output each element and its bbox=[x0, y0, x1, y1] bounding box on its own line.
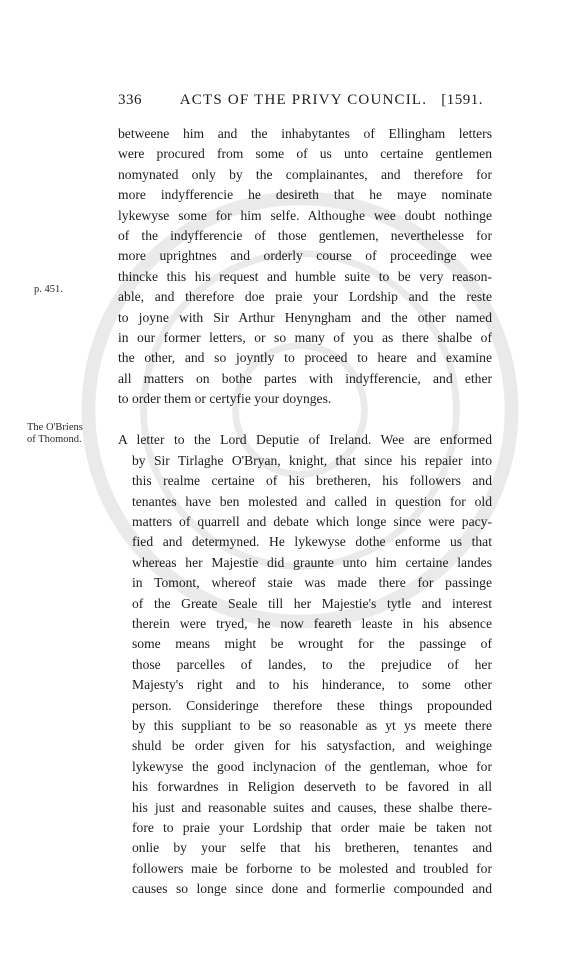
text-line: causes so longe since done and formerlie compounded and bbox=[132, 881, 492, 897]
text-line: followers maie be forborne to be molested and troubled for bbox=[132, 860, 492, 876]
text-line: lykewyse some for him selfe. Althoughe wee doubt nothinge bbox=[118, 207, 492, 223]
text-line: to joyne with Sir Arthur Henyngham and the other named bbox=[118, 309, 492, 325]
text-line: therein were tryed, he now feareth leaste in his absence bbox=[132, 615, 492, 631]
text-line: of the indyfferencie of those gentlemen, neverthelesse for bbox=[118, 227, 492, 243]
text-line: fore to praie your Lordship that order maie be taken not bbox=[132, 819, 492, 835]
text-line: onlie by your selfe that his bretheren, tenantes and bbox=[132, 840, 492, 856]
text-line: the other, and so joyntly to proceed to heare and examine bbox=[118, 350, 492, 366]
margin-heading-line: The O'Briens bbox=[27, 422, 83, 433]
text-line: shuld be order given for his satysfaction, and weighinge bbox=[132, 738, 492, 754]
text-line: able, and therefore doe praie your Lordship and the reste bbox=[118, 289, 492, 305]
text-line: matters of quarrell and debate which longe since were pacy- bbox=[132, 514, 492, 530]
text-line: those parcelles of landes, to the prejudice of her bbox=[132, 656, 492, 672]
running-title: ACTS OF THE PRIVY COUNCIL. bbox=[179, 92, 428, 108]
text-line: thincke this his request and humble suite to be very reason- bbox=[118, 268, 492, 284]
running-head bbox=[118, 92, 483, 112]
text-line: his just and reasonable suites and causes, these shalbe there- bbox=[132, 799, 492, 815]
text-line: person. Consideringe therefore these things propounded bbox=[132, 697, 492, 713]
text-line: by this suppliant to be so reasonable as yt ys meete there bbox=[132, 717, 492, 733]
margin-section-heading bbox=[27, 422, 83, 446]
running-year: [1591. bbox=[441, 92, 483, 108]
text-line: this realme certaine of his bretheren, his followers and bbox=[132, 473, 492, 489]
text-line: lykewyse the good inclynacion of the gentleman, whoe for bbox=[132, 758, 492, 774]
page-number: 336 bbox=[118, 92, 142, 108]
text-line: more indyfferencie he desireth that he maye nominate bbox=[118, 187, 492, 203]
text-line: A letter to the Lord Deputie of Ireland. Wee are enformed bbox=[118, 432, 492, 448]
text-line: tenantes have ben molested and called in question for old bbox=[132, 493, 492, 509]
text-line: betweene him and the inhabytantes of Ellingham letters bbox=[118, 126, 492, 141]
margin-page-reference bbox=[34, 284, 63, 296]
text-line: more uprightnes and orderly course of proceedinge wee bbox=[118, 248, 492, 264]
paragraph-letter-continuation bbox=[118, 124, 492, 409]
paragraph-letter-to-lord-deputie bbox=[118, 430, 492, 899]
text-line: whereas her Majestie did graunte unto him certaine landes bbox=[132, 554, 492, 570]
body-text bbox=[118, 124, 492, 899]
text-line: in Tomont, whereof staie was made there for passinge bbox=[132, 575, 492, 591]
text-line: his forwardnes in Religion deserveth to be favored in all bbox=[132, 779, 492, 795]
text-line: nomynated only by the complainantes, and therefore for bbox=[118, 166, 492, 182]
text-line: some means might be wrought for the passinge of bbox=[132, 636, 492, 652]
text-line: all matters on bothe partes with indyfferencie, and ether bbox=[118, 370, 492, 386]
text-line: of the Greate Seale till her Majestie's tytle and interest bbox=[132, 595, 492, 611]
text-line: by Sir Tirlaghe O'Bryan, knight, that since his repaier into bbox=[132, 452, 492, 468]
margin-page-ref-line: p. 451. bbox=[34, 284, 63, 295]
text-line: to order them or certyfie your doynges. bbox=[118, 391, 332, 407]
text-line: fied and determyned. He lykewyse dothe enforme us that bbox=[132, 534, 492, 550]
text-line: in our former letters, or so many of you as there shalbe of bbox=[118, 329, 492, 345]
text-line: Majesty's right and to his hinderance, to some other bbox=[132, 677, 492, 693]
text-line: were procured from some of us unto certaine gentlemen bbox=[118, 146, 492, 162]
margin-heading-line: of Thomond. bbox=[27, 434, 82, 445]
